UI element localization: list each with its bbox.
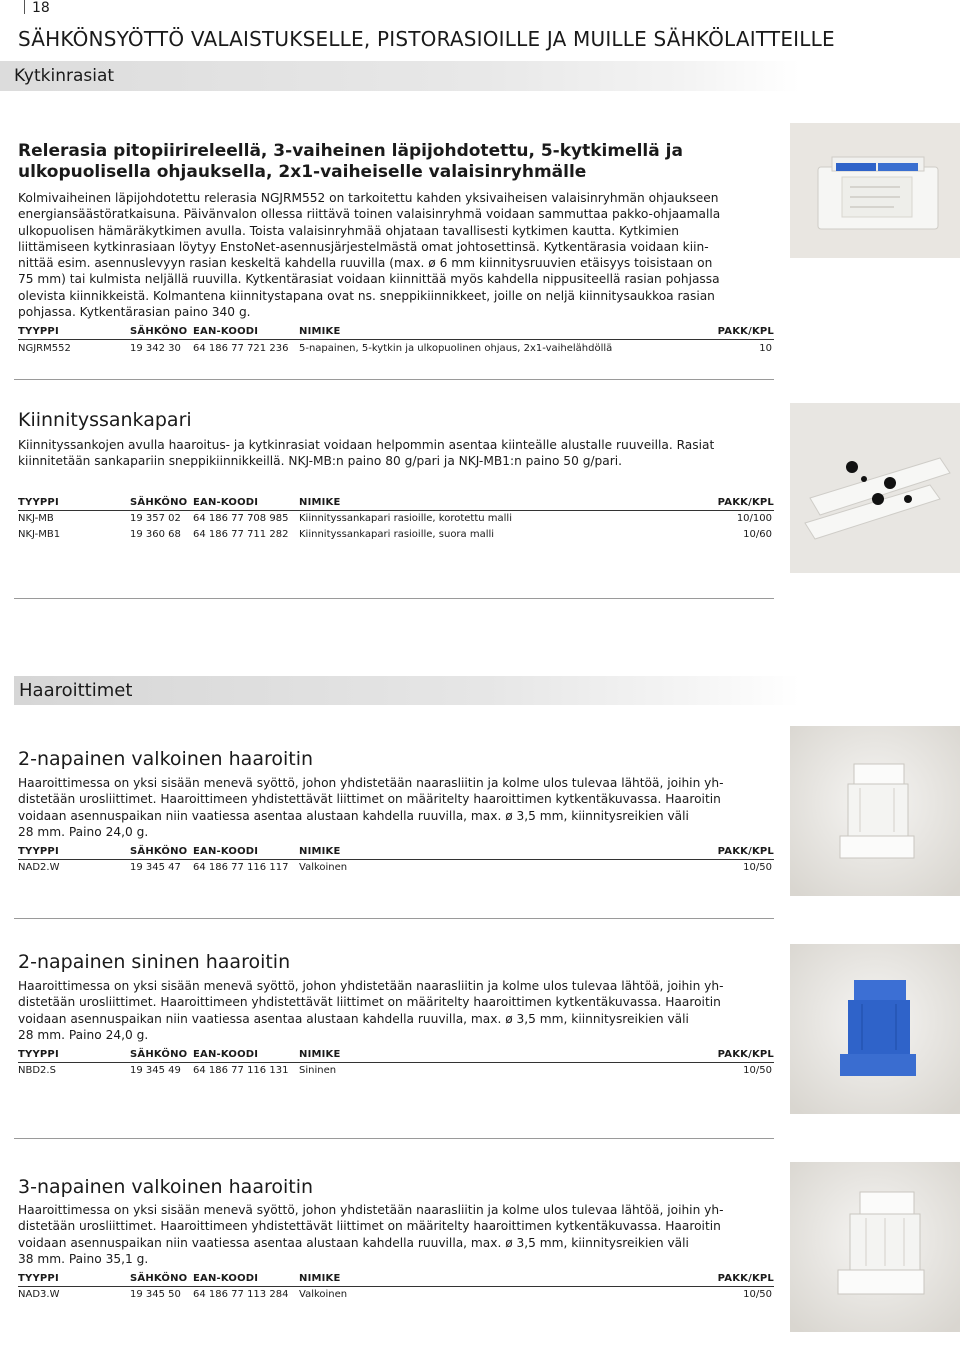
text-line: nittää esim. asennuslevyyn rasian keskeltä kahdella ruuvilla (max. ø 6 mm kiinnitysruuvien etäisyys toisistaan on (18, 256, 713, 271)
text-line: 28 mm. Paino 24,0 g. (18, 1027, 149, 1042)
kiinnityssankapari-table (18, 497, 774, 545)
nad2w-table (18, 846, 774, 878)
col-header-ean: EAN-KOODI (193, 1273, 259, 1284)
cell-nimike: Sininen (299, 1065, 337, 1076)
cell-ean: 64 186 77 721 236 (193, 343, 289, 354)
col-header-pakk: PAKK/KPL (717, 1273, 774, 1284)
col-header-pakk: PAKK/KPL (717, 1049, 774, 1060)
cell-sahkono: 19 345 50 (130, 1289, 181, 1300)
cell-sahkono: 19 357 02 (130, 513, 181, 524)
cell-tyyppi: NKJ-MB (18, 513, 54, 524)
cell-tyyppi: NGJRM552 (18, 343, 71, 354)
cell-nimike: Valkoinen (299, 862, 348, 873)
section-separator (14, 379, 774, 380)
cell-nimike: Valkoinen (299, 1289, 348, 1300)
col-header-sahkono: SÄHKÖNO (130, 1049, 188, 1060)
cell-pakk: 10/60 (743, 529, 772, 540)
nad3w-description (18, 1202, 724, 1267)
text-line: ulkopuolisen hämäräkytkimen avulla. Toista valaisinryhmää ohjataan tavallisesti kytkimen kautta. Kytkimien (18, 223, 679, 238)
section-separator (14, 598, 774, 599)
cell-ean: 64 186 77 116 131 (193, 1065, 289, 1076)
col-header-sahkono: SÄHKÖNO (130, 846, 188, 857)
cell-tyyppi: NAD3.W (18, 1289, 60, 1300)
section-title: Kytkinrasiat (14, 66, 115, 86)
cell-pakk: 10/50 (743, 862, 772, 873)
table-rule (18, 859, 774, 860)
nad2w-title: 2-napainen valkoinen haaroitin (18, 748, 314, 770)
col-header-ean: EAN-KOODI (193, 846, 259, 857)
text-line: Haaroittimessa on yksi sisään menevä syöttö, johon yhdistetään naarasliitin ja kolme ulos tulevaa lähtöä, joihin yh- (18, 979, 724, 993)
section-bar (0, 61, 800, 91)
cell-nimike: Kiinnityssankapari rasioille, suora malli (299, 529, 495, 540)
header-rule (24, 0, 25, 14)
cell-ean: 64 186 77 113 284 (193, 1289, 289, 1300)
text-line: pohjassa. Kytkentärasian paino 340 g. (18, 305, 251, 320)
text-line: Haaroittimessa on yksi sisään menevä syöttö, johon yhdistetään naarasliitin ja kolme ulos tulevaa lähtöä, joihin yh- (18, 1203, 724, 1217)
text-line: voidaan asennuspaikan niin vaatiessa asentaa alustaan kahdella ruuvilla, max. ø 3,5 mm, kiinnitysreikien väli (18, 1235, 689, 1250)
col-header-sahkono: SÄHKÖNO (130, 326, 188, 337)
col-header-sahkono: SÄHKÖNO (130, 1273, 188, 1284)
col-header-sahkono: SÄHKÖNO (130, 497, 188, 508)
kiinnityssankapari-description (18, 437, 714, 470)
text-line: distetään urosliittimet. Haaroittimeen yhdistettävät liittimet on määritelty haaroittimen kytkentäkuvassa. Haaroitin (18, 1219, 721, 1234)
cell-tyyppi: NAD2.W (18, 862, 60, 873)
table-rule (18, 510, 774, 511)
table-rule (18, 1062, 774, 1063)
col-header-tyyppi: TYYPPI (18, 846, 59, 857)
text-line: 28 mm. Paino 24,0 g. (18, 824, 149, 839)
col-header-tyyppi: TYYPPI (18, 1273, 59, 1284)
col-header-nimike: NIMIKE (299, 497, 341, 508)
cell-ean: 64 186 77 711 282 (193, 529, 289, 540)
col-header-pakk: PAKK/KPL (717, 326, 774, 337)
cell-pakk: 10/50 (743, 1065, 772, 1076)
relerasia-title (18, 141, 683, 183)
text-line: Kiinnityssankojen avulla haaroitus- ja kytkinrasiat voidaan helpommin asentaa kiinteälle alustalle ruuveilla. Rasiat (18, 438, 715, 452)
relerasia-title-line: Relerasia pitopiirireleellä, 3-vaiheinen läpijohdotettu, 5-kytkimellä ja (18, 141, 683, 161)
section-separator (14, 918, 774, 919)
cell-sahkono: 19 360 68 (130, 529, 181, 540)
relerasia-photo (790, 123, 960, 258)
cell-pakk: 10/100 (736, 513, 772, 524)
col-header-ean: EAN-KOODI (193, 326, 259, 337)
text-line: Haaroittimessa on yksi sisään menevä syöttö, johon yhdistetään naarasliitin ja kolme ulos tulevaa lähtöä, joihin yh- (18, 776, 724, 790)
col-header-nimike: NIMIKE (299, 1049, 341, 1060)
relerasia-description (18, 190, 720, 320)
cell-sahkono: 19 345 49 (130, 1065, 181, 1076)
text-line: 38 mm. Paino 35,1 g. (18, 1251, 149, 1266)
cell-pakk: 10/50 (743, 1289, 772, 1300)
kiinnityssankapari-title: Kiinnityssankapari (18, 409, 192, 431)
col-header-pakk: PAKK/KPL (717, 846, 774, 857)
table-rule (18, 1286, 774, 1287)
cell-pakk: 10 (759, 343, 772, 354)
cell-tyyppi: NBD2.S (18, 1065, 56, 1076)
text-line: kiinnitetään sankapariin sneppikiinnikkeillä. NKJ-MB:n paino 80 g/pari ja NKJ-MB1:n paino 50 g/pari. (18, 454, 623, 469)
nad2w-photo (790, 726, 960, 896)
col-header-nimike: NIMIKE (299, 326, 341, 337)
relerasia-table (18, 326, 774, 358)
nbd2s-photo (790, 944, 960, 1114)
nad3w-photo (790, 1162, 960, 1332)
text-line: energiansäästöratkaisuna. Päivänvalon ollessa riittävä toinen valaisinryhmä voidaan sammuttaa pakko-ohjaamalla (18, 207, 721, 222)
text-line: liittämiseen kytkinrasiaan löytyy EnstoNet-asennusjärjestelmästä omat johtosettinsä. Kytkentärasia voidaan kiin- (18, 239, 709, 254)
kiinnityssankapari-photo (790, 403, 960, 573)
nad3w-table (18, 1273, 774, 1305)
cell-sahkono: 19 342 30 (130, 343, 181, 354)
text-line: voidaan asennuspaikan niin vaatiessa asentaa alustaan kahdella ruuvilla, max. ø 3,5 mm, kiinnitysreikien väli (18, 1011, 689, 1026)
text-line: voidaan asennuspaikan niin vaatiessa asentaa alustaan kahdella ruuvilla, max. ø 3,5 mm, kiinnitysreikien väli (18, 808, 689, 823)
nad2w-description (18, 775, 724, 840)
cell-ean: 64 186 77 708 985 (193, 513, 289, 524)
text-line: distetään urosliittimet. Haaroittimeen yhdistettävät liittimet on määritelty haaroittimen kytkentäkuvassa. Haaroitin (18, 792, 721, 807)
cell-ean: 64 186 77 116 117 (193, 862, 289, 873)
nad3w-title: 3-napainen valkoinen haaroitin (18, 1176, 314, 1198)
text-line: 75 mm) tai kulmista neljällä ruuvilla. Kytkentärasiat voidaan kiinnittää myös kahdella nippusiteellä rasian pohjassa (18, 272, 720, 287)
relerasia-title-line: ulkopuolisella ohjauksella, 2x1-vaiheiselle valaisinryhmälle (18, 162, 587, 182)
cell-tyyppi: NKJ-MB1 (18, 529, 61, 540)
cell-nimike: 5-napainen, 5-kytkin ja ulkopuolinen ohjaus, 2x1-vaihelähdöllä (299, 343, 613, 354)
col-header-nimike: NIMIKE (299, 1273, 341, 1284)
nbd2s-title: 2-napainen sininen haaroitin (18, 951, 291, 973)
col-header-tyyppi: TYYPPI (18, 1049, 59, 1060)
table-rule (18, 339, 774, 340)
nbd2s-description (18, 978, 724, 1043)
nbd2s-table (18, 1049, 774, 1081)
col-header-ean: EAN-KOODI (193, 1049, 259, 1060)
cell-sahkono: 19 345 47 (130, 862, 181, 873)
col-header-nimike: NIMIKE (299, 846, 341, 857)
col-header-pakk: PAKK/KPL (717, 497, 774, 508)
haaroittimet-heading: Haaroittimet (19, 680, 133, 701)
page-title: SÄHKÖNSYÖTTÖ VALAISTUKSELLE, PISTORASIOILLE JA MUILLE SÄHKÖLAITTEILLE (18, 27, 835, 51)
haaroittimet-bar (14, 676, 800, 705)
text-line: olevista kiinnikkeistä. Kolmantena kiinnitystapana ovat ns. sneppikiinnikkeet, joille on neljä kiinnitysaukkoa rasian (18, 288, 715, 303)
col-header-tyyppi: TYYPPI (18, 326, 59, 337)
col-header-ean: EAN-KOODI (193, 497, 259, 508)
text-line: distetään urosliittimet. Haaroittimeen yhdistettävät liittimet on määritelty haaroittimen kytkentäkuvassa. Haaroitin (18, 995, 721, 1010)
text-line: Kolmivaiheinen läpijohdotettu relerasia NGJRM552 on tarkoitettu kahden yksivaiheisen valaisinryhmän ohjaukseen (18, 191, 719, 205)
col-header-tyyppi: TYYPPI (18, 497, 59, 508)
page-number: 18 (32, 0, 50, 16)
section-separator (14, 1138, 774, 1139)
cell-nimike: Kiinnityssankapari rasioille, korotettu malli (299, 513, 512, 524)
